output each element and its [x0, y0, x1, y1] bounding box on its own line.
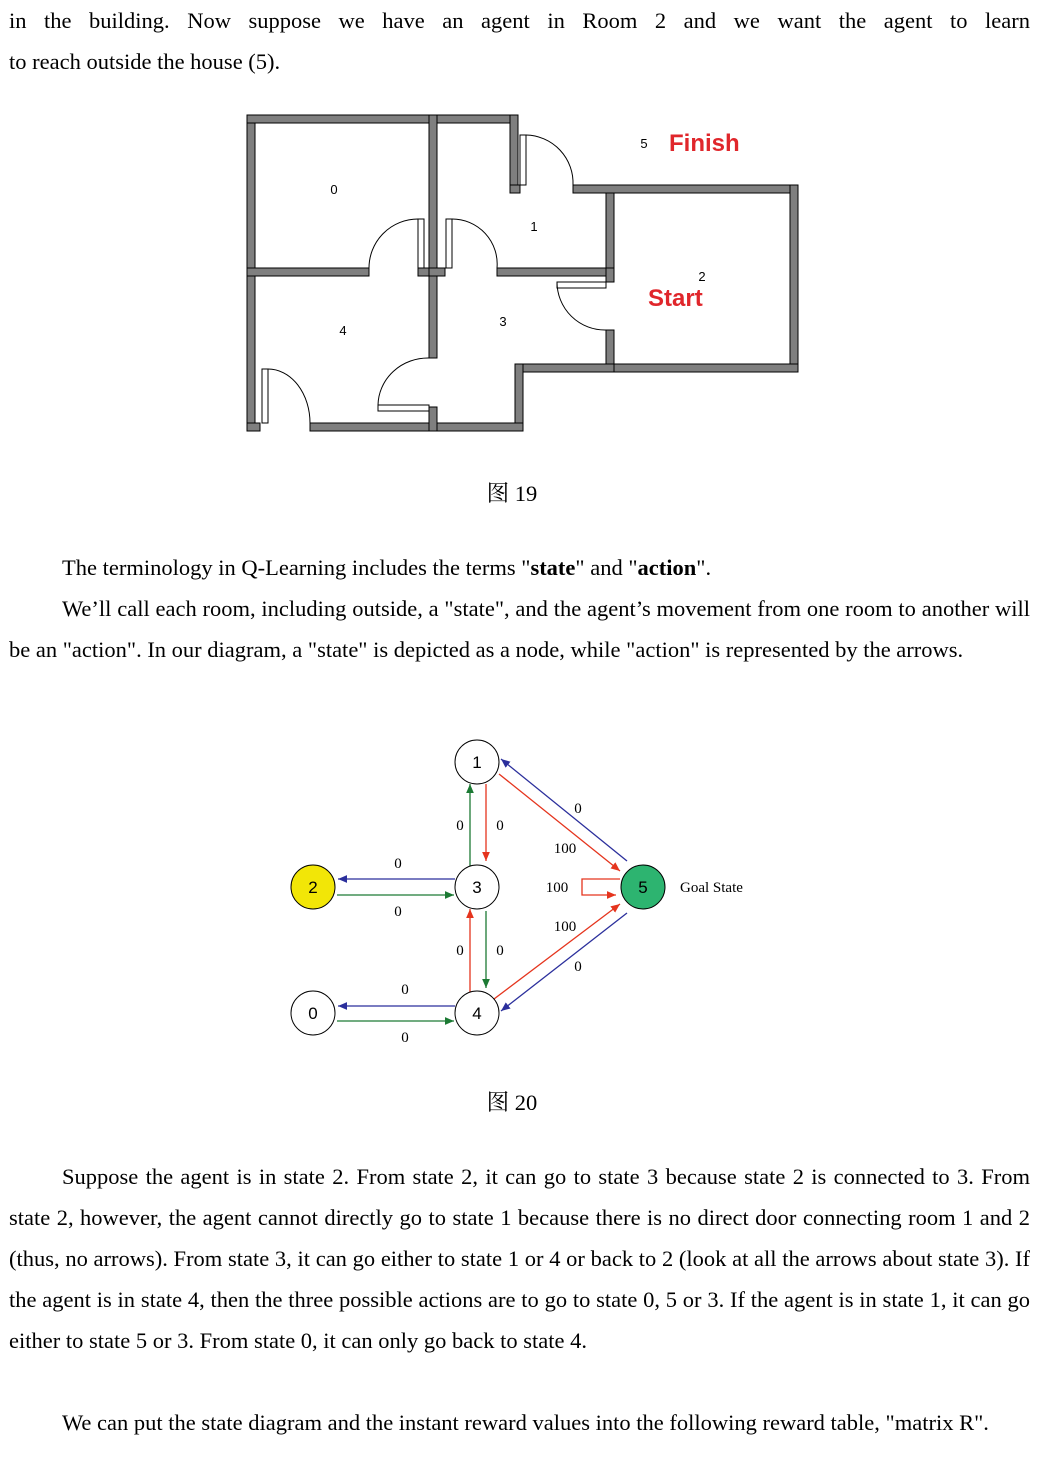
edge-label-0-4: 0 — [401, 1030, 409, 1046]
door — [418, 219, 424, 268]
wall — [606, 193, 614, 273]
room-label-4: 4 — [339, 323, 347, 338]
intro-line-2: to reach outside the house (5). — [9, 49, 281, 74]
wall — [429, 407, 437, 431]
wall — [247, 115, 437, 123]
intro-line-1: in the building. Now suppose we have an agent in Room 2 and we want the agent to learn — [9, 8, 1030, 33]
wall — [429, 115, 518, 123]
arrow-5-self — [582, 879, 620, 895]
floor-plan-figure — [246, 112, 800, 432]
door — [520, 135, 526, 185]
state-term: state — [530, 555, 576, 580]
wall — [510, 185, 520, 193]
state-action-paragraph: We’ll call each room, including outside, a "state", and the agent’s movement from one room to another will be an "action". In our diagram, a "state" is depicted as a node, while "action" is represented by the arrows. — [9, 596, 1030, 662]
terminology-post: ". — [696, 555, 712, 580]
edge-label-4-3: 0 — [456, 943, 464, 959]
wall — [606, 268, 614, 282]
door-arc — [557, 282, 606, 330]
wall — [310, 423, 523, 431]
wall — [247, 268, 369, 276]
wall — [429, 268, 437, 358]
suppose-paragraph: Suppose the agent is in state 2. From state 2, it can go to state 3 because state 2 is connected to 3. From state 2, however, the agent cannot directly go to state 1 because there is no direct door connecting room 1 and 2 (thus, no arrows). From state 3, it can go either to state 1 or 4 or back to 2 (look at all the arrows about state 3). If the agent is in state 4, then the three possible actions are to go to state 0, 5 or 3. If the agent is in state 1, it can go either to state 5 or 3. From state 0, it can only go back to state 4. — [9, 1164, 1030, 1353]
wall — [429, 268, 445, 276]
door — [262, 369, 268, 423]
figure-20-caption: 图 20 — [486, 1090, 538, 1115]
door — [557, 282, 606, 288]
door — [446, 219, 452, 268]
wall — [606, 364, 798, 372]
action-term: action — [637, 555, 697, 580]
edge-label-1-3: 0 — [496, 818, 504, 834]
figure-19-caption: 图 19 — [486, 481, 538, 506]
door — [378, 405, 429, 411]
edge-label-3-2: 0 — [394, 856, 402, 872]
room-label-2: 2 — [698, 269, 706, 284]
room-label-1: 1 — [530, 219, 538, 234]
node-label-5: 5 — [638, 878, 648, 897]
wall — [573, 185, 798, 193]
edge-label-5-1: 0 — [574, 801, 582, 817]
door-arc — [268, 369, 310, 423]
terminology-mid: " and " — [575, 555, 638, 580]
edge-label-1-5: 100 — [553, 841, 577, 857]
goal-state-label: Goal State — [680, 880, 743, 896]
room-label-5: 5 — [640, 136, 648, 151]
door-arc — [369, 219, 418, 268]
edge-label-3-1: 0 — [456, 818, 464, 834]
wall — [515, 364, 523, 431]
start-label: Start — [648, 285, 703, 312]
wall — [510, 115, 518, 193]
wall — [515, 364, 614, 372]
wall — [497, 268, 614, 276]
node-label-1: 1 — [472, 753, 482, 772]
wall — [247, 423, 260, 431]
edge-label-4-0: 0 — [401, 982, 409, 998]
edge-label-2-3: 0 — [394, 904, 402, 920]
door-arc — [452, 219, 497, 268]
node-label-3: 3 — [472, 878, 482, 897]
wall — [429, 115, 437, 277]
door-arc — [378, 358, 429, 405]
terminology-pre: The terminology in Q-Learning includes the terms " — [62, 555, 531, 580]
edge-label-5-4: 0 — [574, 959, 582, 975]
wall — [790, 185, 798, 372]
reward-table-paragraph: We can put the state diagram and the instant reward values into the following reward table, "matrix R". — [62, 1410, 989, 1435]
finish-label: Finish — [669, 130, 740, 157]
room-label-3: 3 — [499, 314, 507, 329]
edge-label-4-5: 100 — [553, 919, 577, 935]
node-label-2: 2 — [308, 878, 318, 897]
edge-label-3-4: 0 — [496, 943, 504, 959]
node-label-4: 4 — [472, 1004, 482, 1023]
terminology-paragraph — [9, 547, 1030, 588]
node-label-0: 0 — [308, 1004, 318, 1023]
state-graph-figure — [280, 730, 780, 1050]
edge-label-5-5: 100 — [545, 880, 569, 896]
door-arc — [526, 135, 573, 185]
room-label-0: 0 — [330, 182, 338, 197]
